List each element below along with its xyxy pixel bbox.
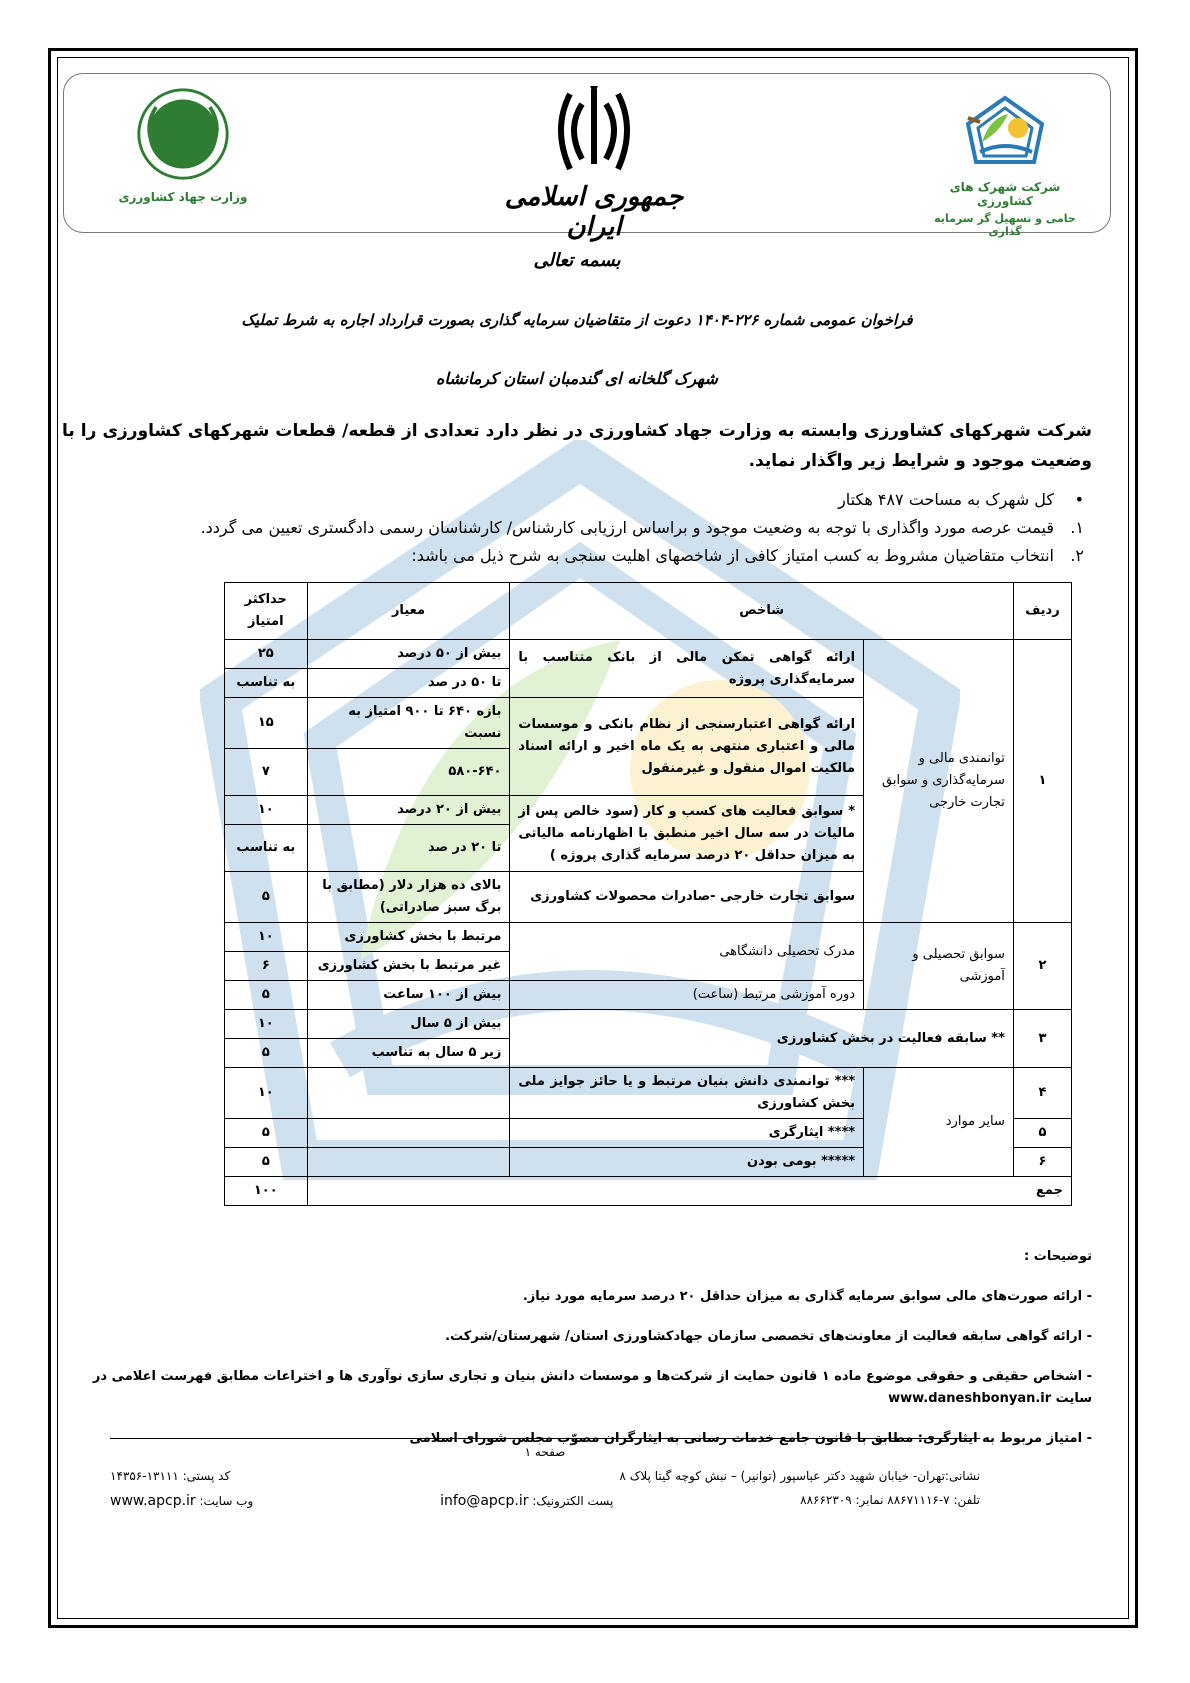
index-cell: ارائه گواهی اعتبارسنجی از نظام بانکی و موسسات مالی و اعتباری منتهی به یک ماه اخیر و ارائه اسناد مالکیت اموال منقول و غیرمنقول [510, 698, 864, 796]
list-item [62, 486, 1084, 514]
score-cell: ۱۰ [225, 796, 308, 825]
measure-cell: تا ۲۰ در صد [307, 825, 510, 872]
index-cell: مدرک تحصیلی دانشگاهی [510, 923, 864, 981]
country-name: جمهوری اسلامی ایران [504, 182, 684, 242]
group-label: توانمندی مالی و سرمایه‌گذاری و سوابق تجارت خارجی [864, 640, 1014, 923]
header-index: شاخص [510, 583, 1014, 640]
footer-email-link[interactable]: info@apcp.ir [440, 1493, 529, 1509]
group-label: سوابق تحصیلی و آموزشی [864, 923, 1014, 1010]
company-logo [920, 92, 1090, 238]
measure-cell: ۵۸۰-۶۴۰ [307, 749, 510, 796]
header-measure: معیار [307, 583, 510, 640]
footer-web-group [110, 1493, 253, 1509]
score-cell: به تناسب [225, 669, 308, 698]
measure-cell: بالای ده هزار دلار (مطابق با برگ سبز صادراتی) [307, 872, 510, 923]
footer-row-contact [110, 1493, 980, 1509]
score-cell: ۵ [225, 981, 308, 1010]
ministry-name: وزارت جهاد کشاورزی [118, 190, 248, 204]
ministry-emblem-icon [135, 86, 231, 182]
notes-title: توضیحات : [1024, 1249, 1092, 1264]
list-item [62, 542, 1084, 570]
page-number: صفحه ۱ [524, 1445, 566, 1459]
index-cell: ارائه گواهی تمکن مالی از بانک متناسب با سرمایه‌گذاری پروژه [510, 640, 864, 698]
measure-cell: بیش از ۲۰ درصد [307, 796, 510, 825]
table-row [225, 640, 1072, 669]
notes-section [62, 1246, 1092, 1450]
index-cell: ***** بومی بودن [510, 1148, 864, 1177]
measure-cell: مرتبط با بخش کشاورزی [307, 923, 510, 952]
footer-email-group [440, 1493, 613, 1509]
page-footer [110, 1438, 980, 1509]
conditions-list [62, 486, 1092, 570]
total-label: جمع [307, 1177, 1071, 1206]
row-num: ۳ [1013, 1010, 1071, 1068]
footer-web-link[interactable]: www.apcp.ir [110, 1493, 196, 1509]
measure-cell: زیر ۵ سال به تناسب [307, 1039, 510, 1068]
measure-cell: تا ۵۰ در صد [307, 669, 510, 698]
footer-postal: کد پستی: ۱۳۱۱۱-۱۴۳۵۶ [110, 1469, 231, 1483]
score-cell: ۲۵ [225, 640, 308, 669]
note-item: - اشخاص حقیقی و حقوقی موضوع ماده ۱ قانون حمایت از شرکت‌ها و موسسات دانش بنیان و تجاری سازی نوآوری ها و اختراعات مطابق فهرست اعلامی در سایت www.daneshbonyan.ir [92, 1369, 1092, 1406]
score-cell: ۱۰ [225, 1010, 308, 1039]
table-row [225, 923, 1072, 952]
footer-address: نشانی:تهران- خیابان شهید دکتر عباسپور (توانیر) – نبش کوچه گیتا پلاک ۸ [619, 1469, 980, 1483]
list-item [62, 514, 1084, 542]
total-score: ۱۰۰ [225, 1177, 308, 1206]
footer-row-address [110, 1469, 980, 1483]
table-row [225, 1010, 1072, 1039]
company-slogan: حامی و تسهیل گر سرمایه گذاری [934, 212, 1076, 238]
measure-cell [307, 1068, 510, 1119]
measure-cell: غیر مرتبط با بخش کشاورزی [307, 952, 510, 981]
table-total-row [225, 1177, 1072, 1206]
table-row [225, 1068, 1072, 1119]
score-cell: ۵ [225, 1039, 308, 1068]
measure-cell [307, 1148, 510, 1177]
document-body [62, 250, 1092, 1450]
row-num: ۲ [1013, 923, 1071, 1010]
list-marker: ۱. [1070, 518, 1084, 537]
footer-divider [110, 1438, 980, 1439]
criteria-table [224, 582, 1072, 1206]
score-cell: ۱۵ [225, 698, 308, 749]
group-label: سایر موارد [864, 1068, 1014, 1177]
score-cell: ۵ [225, 872, 308, 923]
measure-cell: بیش از ۱۰۰ ساعت [307, 981, 510, 1010]
place-title: شهرک گلخانه ای گندمبان استان کرمانشاه [436, 369, 718, 388]
index-cell: سوابق تجارت خارجی -صادرات محصولات کشاورزی [510, 872, 864, 923]
measure-cell: بیش از ۵ سال [307, 1010, 510, 1039]
footer-phone: تلفن: ۷-۸۸۶۷۱۱۱۶ نمابر: ۸۸۶۶۲۳۰۹ [800, 1493, 980, 1507]
table-header-row [225, 583, 1072, 640]
index-cell: **** ایثارگری [510, 1119, 864, 1148]
note-item: - ارائه صورت‌های مالی سوابق سرمایه گذاری به میزان حداقل ۲۰ درصد سرمایه مورد نیاز. [522, 1289, 1092, 1304]
call-title: فراخوان عمومی شماره ۲۲۶-۱۴۰۴ دعوت از متقاضیان سرمایه گذاری بصورت قرارداد اجاره به شرط تملیک [241, 311, 913, 329]
bismillah: بسمه تعالی [533, 250, 621, 271]
score-cell: ۱۰ [225, 1068, 308, 1119]
measure-cell: بیش از ۵۰ درصد [307, 640, 510, 669]
score-cell: ۵ [225, 1148, 308, 1177]
score-cell: ۱۰ [225, 923, 308, 952]
measure-cell [307, 1119, 510, 1148]
index-cell: * سوابق فعالیت های کسب و کار (سود خالص پس از مالیات در سه سال اخیر منطبق با اظهارنامه مالیاتی به میزان حداقل ۲۰ درصد سرمایه گذاری پروژه ) [510, 796, 864, 872]
score-cell: به تناسب [225, 825, 308, 872]
list-marker: ۲. [1070, 546, 1084, 565]
intro-paragraph: شرکت شهرکهای کشاورزی وابسته به وزارت جهاد کشاورزی در نظر دارد تعدادی از قطعه/ قطعات شهرکهای کشاورزی را با وضعیت موجود و شرایط زیر واگذار نماید. [62, 421, 1092, 471]
company-name: شرکت شهرک های کشاورزی [949, 180, 1061, 208]
list-text: کل شهرک به مساحت ۴۸۷ هکتار [838, 490, 1054, 509]
measure-cell: بازه ۶۴۰ تا ۹۰۰ امتیاز به نسبت [307, 698, 510, 749]
row-num: ۱ [1013, 640, 1071, 923]
letterhead [63, 73, 1111, 242]
row-num: ۵ [1013, 1119, 1071, 1148]
header-num: ردیف [1013, 583, 1071, 640]
index-cell: دوره آموزشی مرتبط (ساعت) [510, 981, 864, 1010]
header-score: حداکثر امتیاز [225, 583, 308, 640]
row-num: ۶ [1013, 1148, 1071, 1177]
score-cell: ۶ [225, 952, 308, 981]
score-cell: ۵ [225, 1119, 308, 1148]
score-cell: ۷ [225, 749, 308, 796]
company-emblem-icon [960, 92, 1050, 172]
note-item: - امتیاز مربوط به ایثارگری: مطابق با قانون جامع خدمات رسانی به ایثارگران مصوّب مجلس شورای اسلامی [409, 1431, 1092, 1446]
footer-email-label: پست الکترونیک: [532, 1494, 614, 1508]
row-num: ۴ [1013, 1068, 1071, 1119]
note-item: - ارائه گواهی سابقه فعالیت از معاونت‌های تخصصی سازمان جهادکشاورزی استان/ شهرستان/شرکت. [445, 1329, 1092, 1344]
ministry-logo [88, 86, 278, 204]
index-cell: ** سابقه فعالیت در بخش کشاورزی [510, 1010, 1014, 1068]
list-marker: • [1074, 490, 1084, 509]
index-cell: *** توانمندی دانش بنیان مرتبط و یا حائز جوایز ملی بخش کشاورزی [510, 1068, 864, 1119]
iran-emblem-icon [554, 84, 634, 174]
list-text: قیمت عرصه مورد واگذاری با توجه به وضعیت موجود و براساس ارزیابی کارشناس/ کارشناسان رسمی دادگستری تعیین می گردد. [200, 518, 1054, 537]
footer-web-label: وب سایت: [199, 1494, 254, 1508]
list-text: انتخاب متقاضیان مشروط به کسب امتیاز کافی از شاخصهای اهلیت سنجی به شرح ذیل می باشد: [411, 546, 1054, 565]
national-emblem [494, 84, 694, 242]
